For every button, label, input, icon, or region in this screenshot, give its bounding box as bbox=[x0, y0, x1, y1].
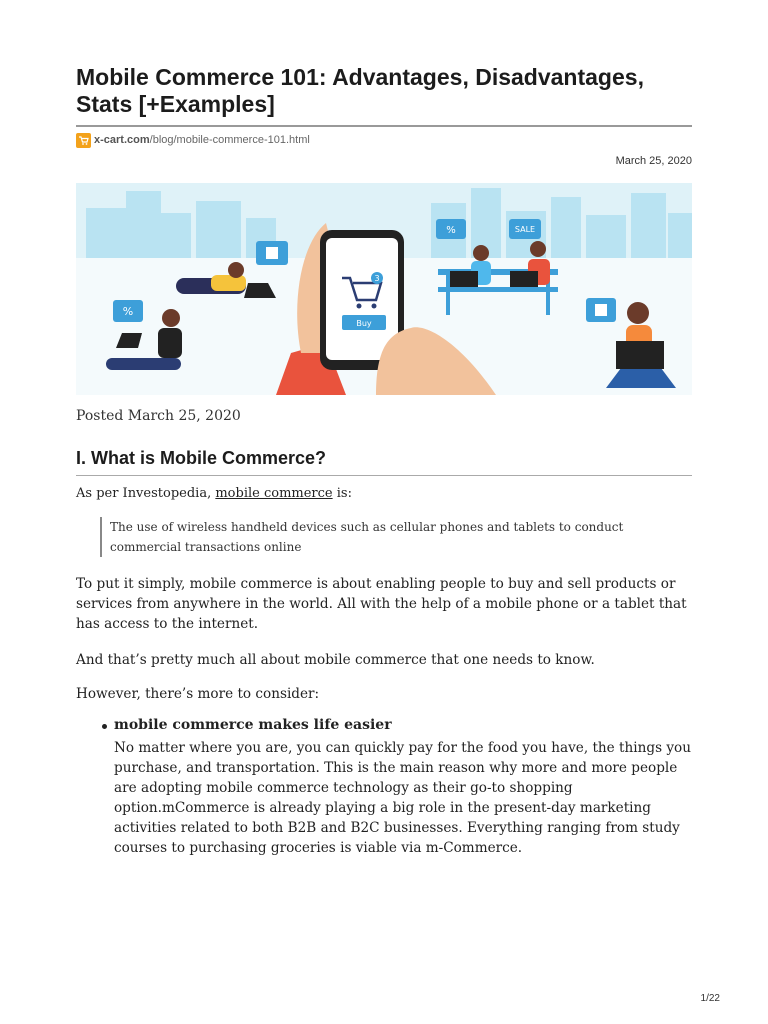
sale-badge-text: SALE bbox=[514, 225, 536, 234]
source-path[interactable]: /blog/mobile-commerce-101.html bbox=[149, 134, 310, 146]
gift-badge-2 bbox=[586, 298, 616, 322]
cart-count: 3 bbox=[374, 274, 380, 283]
section-divider bbox=[76, 475, 692, 476]
intro-prefix: As per Investopedia, bbox=[76, 486, 216, 501]
source-link[interactable] bbox=[76, 132, 310, 148]
article-date: March 25, 2020 bbox=[615, 155, 692, 167]
paragraph-2: And that’s pretty much all about mobile commerce that one needs to know. bbox=[76, 652, 595, 668]
cart-favicon-icon bbox=[76, 133, 91, 148]
bullet-marker bbox=[102, 724, 107, 729]
hero-illustration bbox=[76, 183, 692, 395]
buy-label: Buy bbox=[356, 319, 372, 328]
bullet-title: mobile commerce makes life easier bbox=[114, 717, 392, 733]
posted-date: Posted March 25, 2020 bbox=[76, 408, 241, 424]
definition-quote: The use of wireless handheld devices such as cellular phones and tablets to conduct commercial transactions online bbox=[100, 517, 670, 557]
intro-suffix: is: bbox=[332, 486, 352, 501]
intro-line bbox=[76, 485, 352, 503]
sale-badge bbox=[509, 219, 541, 239]
gift-badge-1 bbox=[256, 241, 288, 265]
percent-badge-1-text: % bbox=[122, 305, 134, 318]
section-heading: I. What is Mobile Commerce? bbox=[76, 448, 327, 468]
percent-badge-1 bbox=[113, 300, 143, 322]
article-title: Mobile Commerce 101: Advantages, Disadvantages, Stats [+Examples] bbox=[76, 64, 644, 117]
page-number: 1/22 bbox=[700, 993, 720, 1004]
paragraph-1: To put it simply, mobile commerce is about enabling people to buy and sell products or services from anywhere in the world. All with the help of a mobile phone or a tablet that has access to the internet. bbox=[76, 576, 687, 632]
percent-badge-2 bbox=[436, 219, 466, 239]
title-divider bbox=[76, 125, 692, 127]
bullet-body: No matter where you are, you can quickly pay for the food you have, the things you purchase, and transportation. This is the main reason why more and more people are adopting mobile commerce technology as their go-to shopping option.mCommerce is already playing a big role in the present-day marketing activities related to both B2B and B2C businesses. Everything ranging from study courses to purchasing groceries is viable via m-Commerce. bbox=[114, 740, 691, 856]
mobile-commerce-link[interactable]: mobile commerce bbox=[215, 486, 333, 501]
percent-badge-2-text: % bbox=[446, 225, 456, 236]
source-domain[interactable]: x-cart.com bbox=[94, 134, 150, 146]
paragraph-3: However, there’s more to consider: bbox=[76, 686, 320, 702]
